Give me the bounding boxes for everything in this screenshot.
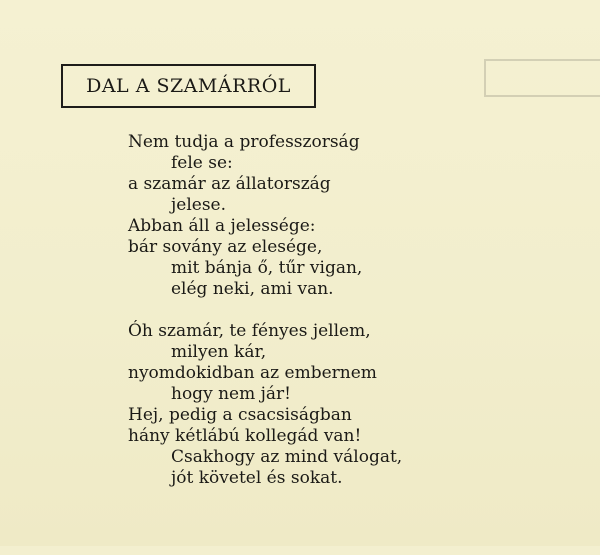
poem-line: mit bánja ő, tűr vigan, [171, 258, 363, 278]
poem-line: Nem tudja a professzorság [128, 132, 360, 152]
poem-line: jelese. [171, 195, 227, 215]
poem-line: Óh szamár, te fényes jellem, [128, 321, 371, 341]
stanza-gap [0, 300, 480, 321]
poem-line: hogy nem jár! [171, 384, 291, 404]
reverse-side-bleed-text [500, 135, 600, 555]
poem-line: milyen kár, [171, 342, 267, 362]
poem-line: hány kétlábú kollegád van! [128, 426, 362, 446]
poem-line: Abban áll a jelessége: [128, 216, 316, 236]
reverse-side-bleed-box [484, 59, 600, 97]
poem-line: Csakhogy az mind válogat, [171, 447, 403, 467]
poem-line: bár sovány az elesége, [128, 237, 323, 257]
poem-body [0, 132, 480, 489]
poem-title [61, 64, 316, 108]
poem-title-text: DAL A SZAMÁRRÓL [86, 75, 291, 97]
poem-line: nyomdokidban az embernem [128, 363, 377, 383]
poem-line: fele se: [171, 153, 233, 173]
poem-line: Hej, pedig a csacsiságban [128, 405, 352, 425]
poem-line: jót követel és sokat. [171, 468, 343, 488]
poem-line: elég neki, ami van. [171, 279, 334, 299]
poem-line: a szamár az állatország [128, 174, 331, 194]
